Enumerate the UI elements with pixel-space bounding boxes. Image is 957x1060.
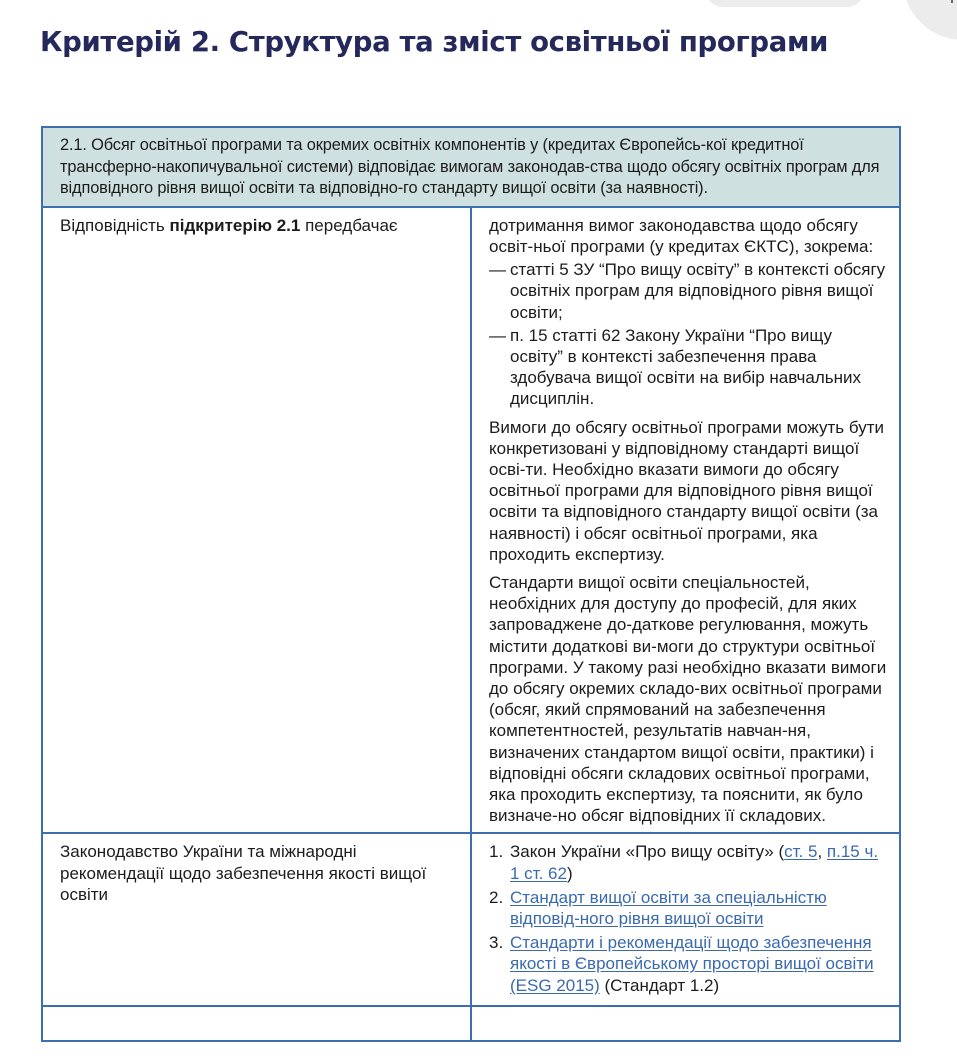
paragraph: Стандарти вищої освіти спеціальностей, необхідних для доступу до професій, для яких запроваджене до-даткове регулювання, можуть містити додаткові ви-моги до структури освітньої програми. У такому разі необхідно вказати вимоги до обсягу окремих складо-вих освітньої програми (обсяг, який спрямований на забезпечення компетентностей, результатів навчан-ня, визначених стандартом вищої освіти, практики) і відповідні обсяги складових освітньої програми, яка проходить експертизу, та пояснити, як було визначе-но обсяг відповідних її складових. — [489, 573, 887, 826]
subcriterion-header: 2.1. Обсяг освітньої програми та окремих освітніх компонентів у (кредитах Європейсь-кої кредитної трансферно-накопичувальної системи) відповідає вимогам законодав-ства щодо обсягу освітніх програм для відповідного рівня вищої освіти та відповідно-го стандарту вищої освіти (за наявності). — [42, 127, 900, 207]
decorative-pill — [705, 0, 865, 7]
row-content — [471, 1006, 900, 1041]
row-label: Законодавство України та міжнародні рекомендації щодо забезпечення якості вищої освіти — [42, 833, 471, 1005]
table-row-partial — [42, 1006, 900, 1041]
list-item-text: статті 5 ЗУ “Про вищу освіту” в контексті обсягу освітніх програм для відповідного рівня вищої освіти; — [510, 260, 886, 322]
reference-text: Закон України «Про вищу освіту» ( — [510, 842, 785, 862]
link-higher-ed-standard[interactable]: Стандарт вищої освіти за спеціальністю відповід-ного рівня вищої освіти — [510, 887, 827, 929]
list-item — [489, 932, 887, 996]
list-number: 3. — [489, 933, 504, 953]
label-prefix: Відповідність — [60, 215, 170, 235]
decorative-circle — [903, 0, 957, 40]
row-content — [471, 207, 900, 834]
link-article-62[interactable]: п.15 ч. 1 ст. 62 — [510, 842, 879, 883]
row-label — [42, 1006, 471, 1041]
label-suffix: передбачає — [300, 215, 398, 235]
table-row — [42, 833, 900, 1005]
list-number: 2. — [489, 887, 504, 907]
table-row — [42, 207, 900, 834]
decorative-tick — [951, 0, 953, 3]
dash-bullet-icon: — — [489, 325, 506, 345]
references-list — [489, 841, 887, 995]
criterion-table — [41, 126, 901, 1042]
separator: , — [817, 842, 827, 862]
paragraph: Вимоги до обсягу освітньої програми можуть бути конкретизовані у відповідному стандарті вищої осві-ти. Необхідно вказати вимоги до обсягу освітньої програми для відповідного рівня вищої освіти та відповідного стандарту вищої освіти (за наявності) і обсяг освітньої програми, яка проходить експертизу. — [489, 417, 884, 564]
list-item — [489, 259, 887, 323]
list-number: 1. — [489, 842, 504, 862]
list-item-text — [510, 887, 887, 929]
list-item — [489, 887, 887, 929]
row-label — [42, 207, 471, 834]
link-article-5[interactable]: ст. 5 — [784, 842, 818, 862]
table-header-row — [42, 127, 900, 207]
list-item-text — [510, 841, 887, 883]
list-item — [489, 841, 887, 883]
row-content — [471, 833, 900, 1005]
list-item — [489, 325, 887, 410]
dash-bullet-icon: — — [489, 260, 506, 280]
list-item-text: п. 15 статті 62 Закону України “Про вищу освіту” в контексті забезпечення права здобувача вищої освіти на вибір навчальних дисциплін. — [510, 325, 861, 409]
standard-note: (Стандарт 1.2) — [599, 975, 720, 995]
link-esg-2015[interactable]: Стандарти і рекомендації щодо забезпечення якості в Європейському просторі вищої освіти (ESG 2015) — [510, 933, 874, 995]
label-bold: підкритерію 2.1 — [169, 215, 301, 235]
list-item-text — [510, 932, 887, 996]
intro-text: дотримання вимог законодавства щодо обсягу освіт-ньої програми (у кредитах ЄКТС), зокрема: — [489, 215, 874, 256]
closing-paren: ) — [566, 863, 573, 883]
dash-list — [489, 259, 887, 409]
page-title: Критерій 2. Структура та зміст освітньої програми — [40, 26, 829, 58]
